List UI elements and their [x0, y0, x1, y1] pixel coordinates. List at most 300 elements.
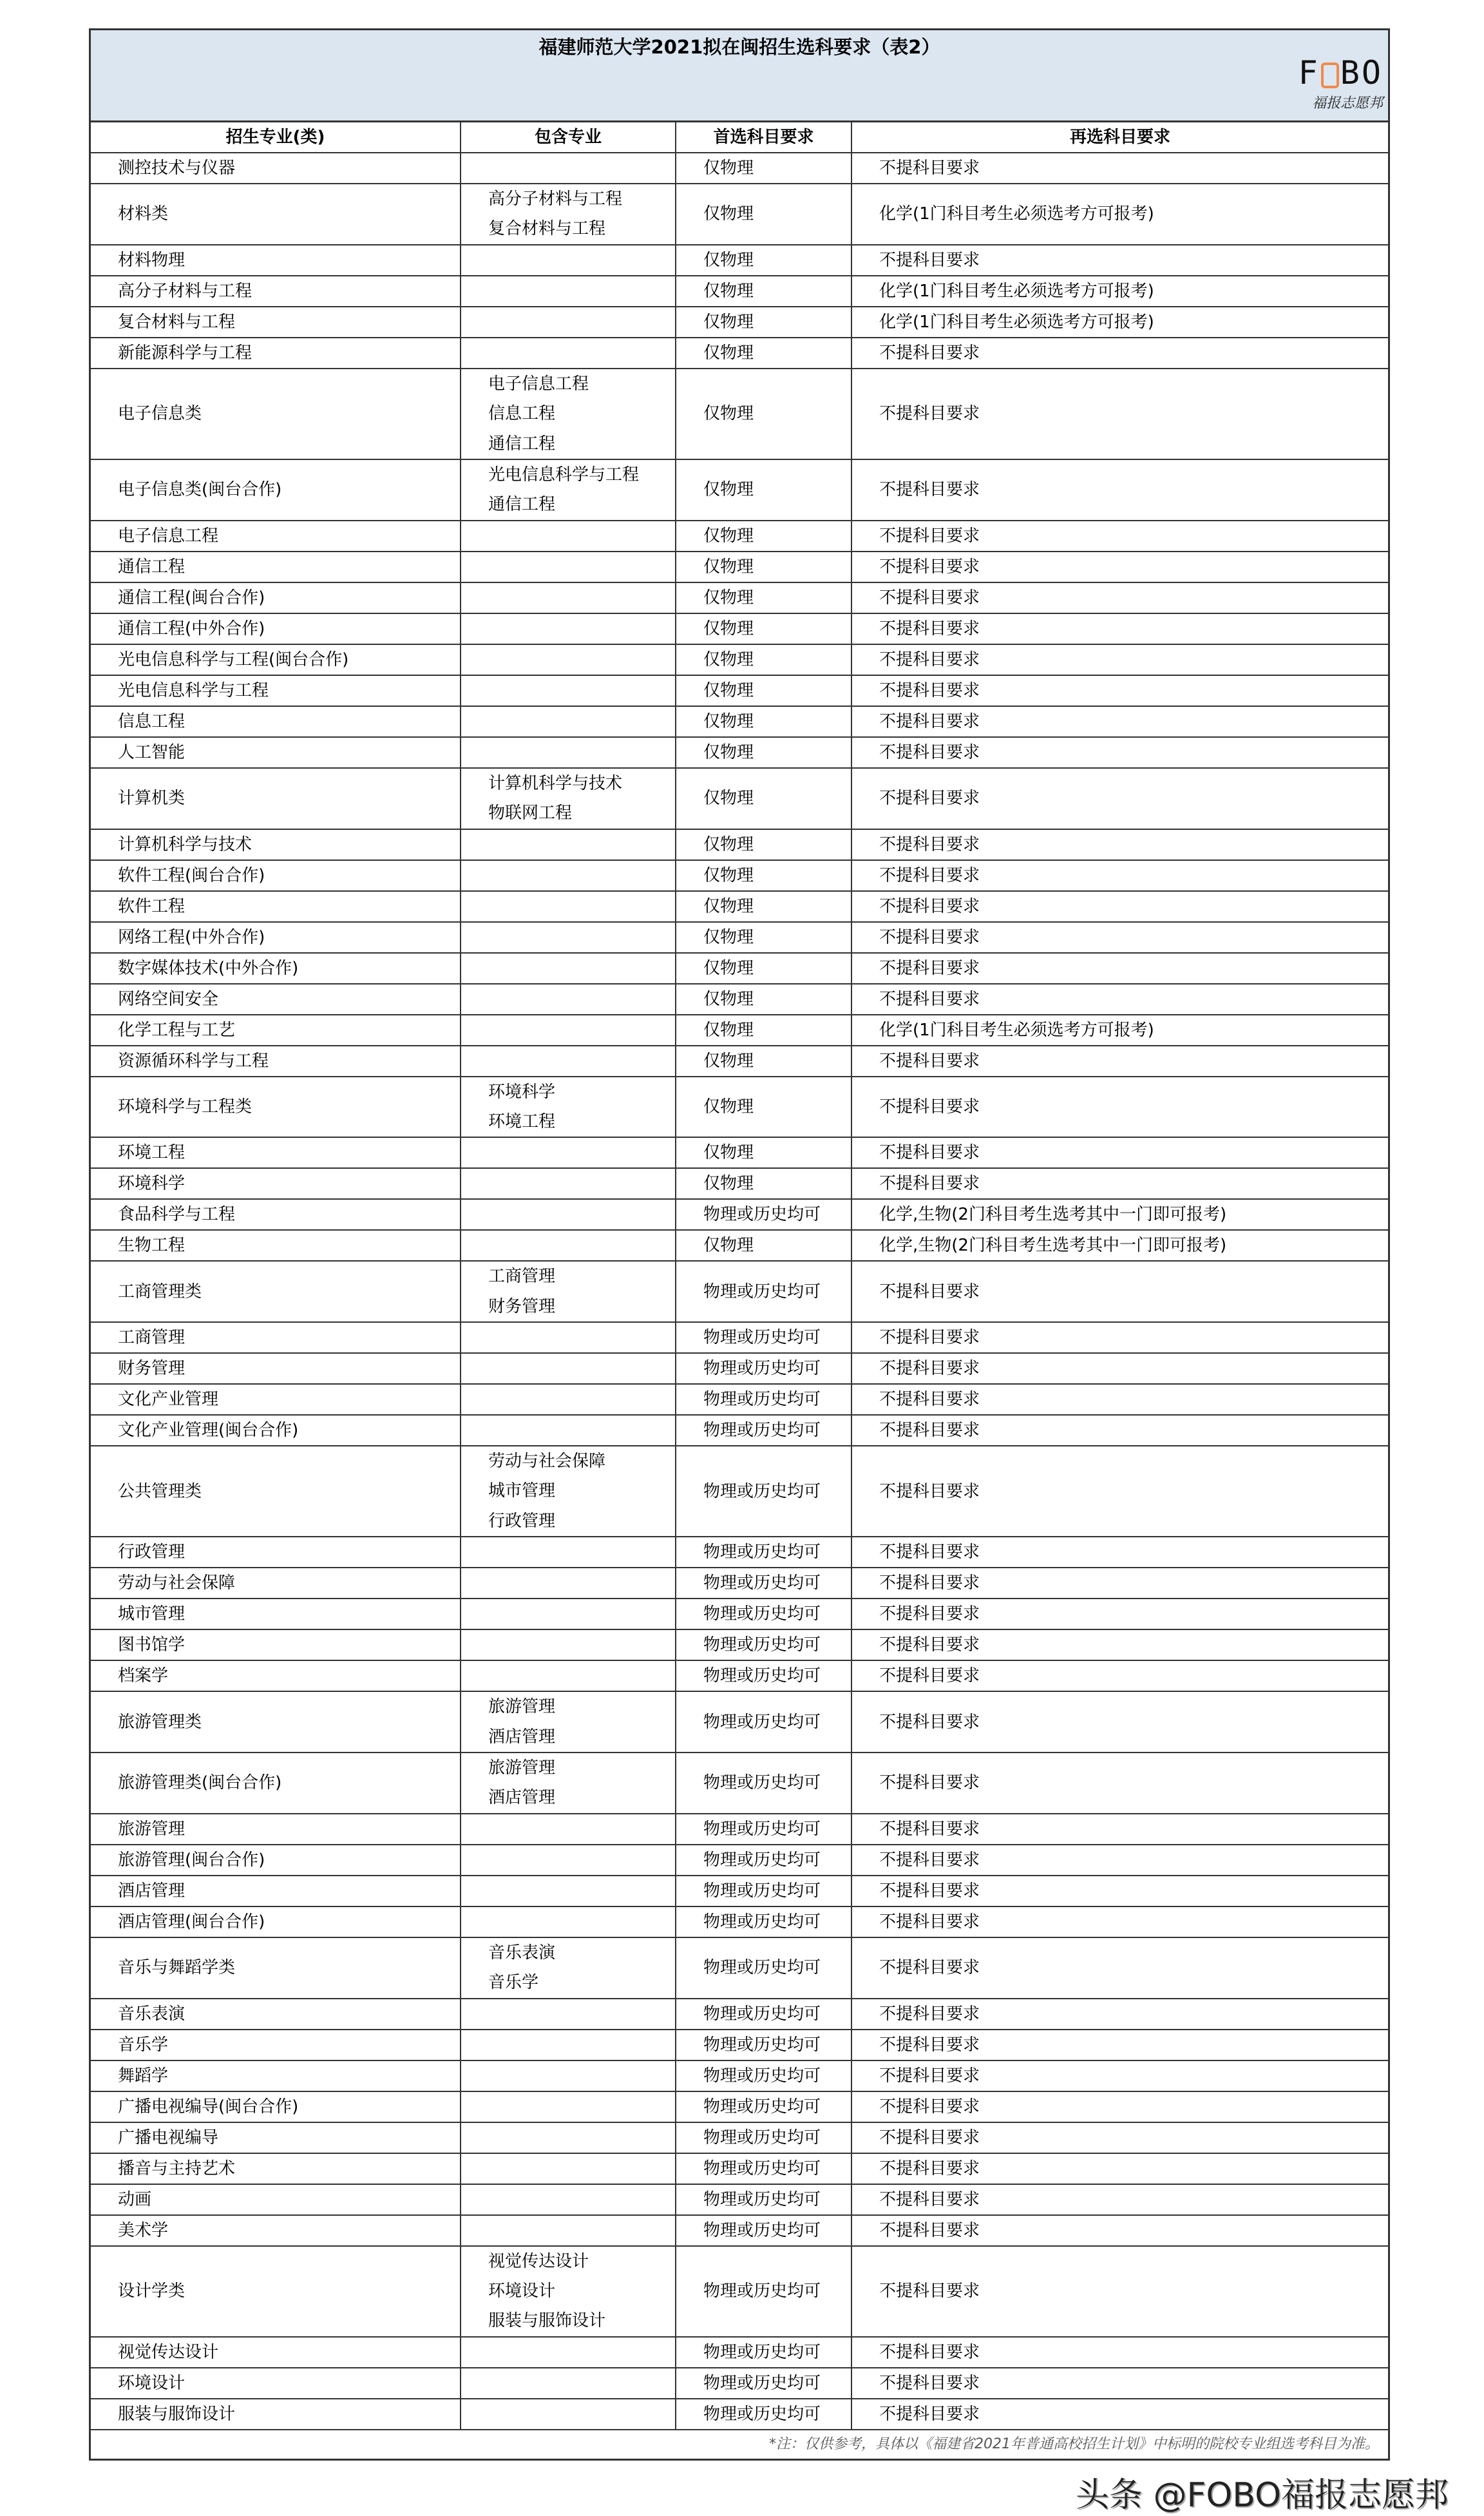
major-cell: 测控技术与仪器	[91, 153, 461, 184]
second-subject-cell: 不提科目要求	[851, 737, 1388, 768]
table-row	[91, 1568, 1388, 1599]
first-subject-cell: 仅物理	[676, 644, 851, 675]
includes-cell	[461, 1568, 676, 1599]
major-cell: 音乐表演	[91, 1999, 461, 2030]
includes-cell	[461, 2030, 676, 2060]
first-subject-cell: 仅物理	[676, 521, 851, 552]
table-row	[91, 984, 1388, 1015]
included-major: 视觉传达设计	[488, 2251, 589, 2271]
first-subject-cell: 仅物理	[676, 1230, 851, 1261]
includes-cell	[461, 1230, 676, 1261]
table-row	[91, 2153, 1388, 2184]
major-cell: 光电信息科学与工程	[91, 675, 461, 706]
requirements-table	[91, 122, 1388, 2459]
includes-cell	[461, 1691, 676, 1753]
first-subject-cell: 物理或历史均可	[676, 1446, 851, 1537]
second-subject-cell: 化学,生物(2门科目考生选考其中一门即可报考)	[851, 1230, 1388, 1261]
major-cell: 材料类	[91, 184, 461, 245]
table-row	[91, 1537, 1388, 1568]
second-subject-cell: 不提科目要求	[851, 1168, 1388, 1199]
second-subject-cell: 不提科目要求	[851, 1137, 1388, 1168]
second-subject-cell: 化学(1门科目考生必须选考方可报考)	[851, 276, 1388, 307]
major-cell: 材料物理	[91, 245, 461, 276]
table-row	[91, 1660, 1388, 1691]
included-major: 光电信息科学与工程	[488, 465, 640, 485]
first-subject-cell: 物理或历史均可	[676, 1845, 851, 1876]
second-subject-cell: 不提科目要求	[851, 582, 1388, 613]
table-row	[91, 922, 1388, 953]
included-major: 物联网工程	[488, 803, 573, 823]
second-subject-cell: 不提科目要求	[851, 1814, 1388, 1845]
includes-cell	[461, 1599, 676, 1629]
second-subject-cell: 不提科目要求	[851, 1537, 1388, 1568]
major-cell: 电子信息类(闽台合作)	[91, 459, 461, 521]
logo-subtitle: 福报志愿邦	[1311, 95, 1383, 111]
first-subject-cell: 仅物理	[676, 369, 851, 459]
first-subject-cell: 物理或历史均可	[676, 1629, 851, 1660]
second-subject-cell: 不提科目要求	[851, 2215, 1388, 2246]
includes-cell	[461, 706, 676, 737]
table-row	[91, 1046, 1388, 1077]
second-subject-cell: 不提科目要求	[851, 2337, 1388, 2368]
major-cell: 酒店管理	[91, 1876, 461, 1906]
major-cell: 旅游管理	[91, 1814, 461, 1845]
header-row	[91, 122, 1388, 153]
second-subject-cell: 不提科目要求	[851, 1937, 1388, 1999]
includes-cell	[461, 276, 676, 307]
includes-cell	[461, 2122, 676, 2153]
table-row	[91, 552, 1388, 582]
includes-cell	[461, 1753, 676, 1814]
includes-cell	[461, 644, 676, 675]
second-subject-cell: 不提科目要求	[851, 153, 1388, 184]
table-row	[91, 245, 1388, 276]
first-subject-cell: 物理或历史均可	[676, 1906, 851, 1937]
first-subject-cell: 仅物理	[676, 768, 851, 829]
first-subject-cell: 物理或历史均可	[676, 1814, 851, 1845]
includes-cell	[461, 1629, 676, 1660]
second-subject-cell: 不提科目要求	[851, 768, 1388, 829]
major-cell: 电子信息工程	[91, 521, 461, 552]
table-row	[91, 891, 1388, 922]
second-subject-cell: 不提科目要求	[851, 521, 1388, 552]
major-cell: 通信工程	[91, 552, 461, 582]
major-cell: 广播电视编导(闽台合作)	[91, 2091, 461, 2122]
first-subject-cell: 仅物理	[676, 153, 851, 184]
table-row	[91, 276, 1388, 307]
major-cell: 数字媒体技术(中外合作)	[91, 953, 461, 984]
table-row	[91, 1168, 1388, 1199]
first-subject-cell: 仅物理	[676, 1137, 851, 1168]
includes-cell	[461, 1537, 676, 1568]
table-row	[91, 1353, 1388, 1384]
first-subject-cell: 物理或历史均可	[676, 1384, 851, 1415]
second-subject-cell: 不提科目要求	[851, 1446, 1388, 1537]
first-subject-cell: 物理或历史均可	[676, 1537, 851, 1568]
includes-cell	[461, 829, 676, 860]
major-cell: 旅游管理(闽台合作)	[91, 1845, 461, 1876]
includes-cell	[461, 1937, 676, 1999]
second-subject-cell: 不提科目要求	[851, 2122, 1388, 2153]
included-major: 旅游管理	[488, 1758, 556, 1778]
first-subject-cell: 仅物理	[676, 829, 851, 860]
table-row	[91, 1446, 1388, 1537]
second-subject-cell: 不提科目要求	[851, 1906, 1388, 1937]
table-row	[91, 459, 1388, 521]
table-row	[91, 675, 1388, 706]
table-row	[91, 521, 1388, 552]
major-cell: 网络空间安全	[91, 984, 461, 1015]
second-subject-cell: 不提科目要求	[851, 2030, 1388, 2060]
second-subject-cell: 不提科目要求	[851, 1753, 1388, 1814]
first-subject-cell: 物理或历史均可	[676, 2091, 851, 2122]
included-major: 劳动与社会保障	[488, 1452, 606, 1472]
table-row	[91, 1137, 1388, 1168]
first-subject-cell: 物理或历史均可	[676, 1322, 851, 1353]
second-subject-cell: 不提科目要求	[851, 2060, 1388, 2091]
major-cell: 文化产业管理	[91, 1384, 461, 1415]
major-cell: 环境设计	[91, 2368, 461, 2399]
second-subject-cell: 不提科目要求	[851, 2153, 1388, 2184]
major-cell: 音乐与舞蹈学类	[91, 1937, 461, 1999]
first-subject-cell: 物理或历史均可	[676, 2399, 851, 2430]
first-subject-cell: 物理或历史均可	[676, 2246, 851, 2337]
first-subject-cell: 物理或历史均可	[676, 1353, 851, 1384]
major-cell: 动画	[91, 2184, 461, 2215]
first-subject-cell: 仅物理	[676, 891, 851, 922]
table-row	[91, 2030, 1388, 2060]
includes-cell	[461, 552, 676, 582]
major-cell: 网络工程(中外合作)	[91, 922, 461, 953]
second-subject-cell: 不提科目要求	[851, 1415, 1388, 1446]
includes-cell	[461, 245, 676, 276]
major-cell: 劳动与社会保障	[91, 1568, 461, 1599]
second-subject-cell: 不提科目要求	[851, 644, 1388, 675]
included-major: 通信工程	[488, 434, 556, 454]
table-row	[91, 1415, 1388, 1446]
first-subject-cell: 物理或历史均可	[676, 2030, 851, 2060]
title-band	[91, 30, 1388, 122]
second-subject-cell: 不提科目要求	[851, 613, 1388, 644]
included-major: 通信工程	[488, 495, 556, 515]
includes-cell	[461, 1384, 676, 1415]
major-cell: 广播电视编导	[91, 2122, 461, 2153]
includes-cell	[461, 1046, 676, 1077]
major-cell: 旅游管理类	[91, 1691, 461, 1753]
major-cell: 设计学类	[91, 2246, 461, 2337]
first-subject-cell: 仅物理	[676, 338, 851, 369]
included-major: 环境工程	[488, 1111, 556, 1131]
major-cell: 视觉传达设计	[91, 2337, 461, 2368]
major-cell: 人工智能	[91, 737, 461, 768]
first-subject-cell: 仅物理	[676, 1046, 851, 1077]
included-major: 复合材料与工程	[488, 219, 606, 239]
second-subject-cell: 不提科目要求	[851, 891, 1388, 922]
includes-cell	[461, 1261, 676, 1322]
second-subject-cell: 不提科目要求	[851, 984, 1388, 1015]
major-cell: 公共管理类	[91, 1446, 461, 1537]
major-cell: 环境工程	[91, 1137, 461, 1168]
major-cell: 工商管理	[91, 1322, 461, 1353]
table-row	[91, 1691, 1388, 1753]
first-subject-cell: 仅物理	[676, 552, 851, 582]
first-subject-cell: 物理或历史均可	[676, 1691, 851, 1753]
table-row	[91, 1937, 1388, 1999]
major-cell: 财务管理	[91, 1353, 461, 1384]
includes-cell	[461, 2184, 676, 2215]
first-subject-cell: 仅物理	[676, 582, 851, 613]
second-subject-cell: 不提科目要求	[851, 552, 1388, 582]
included-major: 行政管理	[488, 1511, 556, 1531]
second-subject-cell: 不提科目要求	[851, 1046, 1388, 1077]
second-subject-cell: 不提科目要求	[851, 922, 1388, 953]
first-subject-cell: 仅物理	[676, 245, 851, 276]
table-row	[91, 737, 1388, 768]
fobo-logo	[1254, 53, 1383, 113]
table-row	[91, 1230, 1388, 1261]
page-title: 福建师范大学2021拟在闽招生选科要求（表2）	[538, 36, 940, 58]
includes-cell	[461, 675, 676, 706]
table-row	[91, 953, 1388, 984]
first-subject-cell: 物理或历史均可	[676, 2368, 851, 2399]
table-row	[91, 1906, 1388, 1937]
major-cell: 酒店管理(闽台合作)	[91, 1906, 461, 1937]
first-subject-cell: 物理或历史均可	[676, 1415, 851, 1446]
included-major: 酒店管理	[488, 1788, 556, 1808]
included-major: 环境科学	[488, 1082, 556, 1102]
major-cell: 旅游管理类(闽台合作)	[91, 1753, 461, 1814]
table-row	[91, 2060, 1388, 2091]
includes-cell	[461, 2368, 676, 2399]
second-subject-cell: 不提科目要求	[851, 1077, 1388, 1138]
major-cell: 音乐学	[91, 2030, 461, 2060]
second-subject-cell: 不提科目要求	[851, 1629, 1388, 1660]
includes-cell	[461, 1077, 676, 1138]
major-cell: 资源循环科学与工程	[91, 1046, 461, 1077]
includes-cell	[461, 922, 676, 953]
includes-cell	[461, 1845, 676, 1876]
table-row	[91, 1322, 1388, 1353]
first-subject-cell: 仅物理	[676, 706, 851, 737]
table-row	[91, 1876, 1388, 1906]
table-row	[91, 768, 1388, 829]
table-row	[91, 2122, 1388, 2153]
first-subject-cell: 仅物理	[676, 459, 851, 521]
table-row	[91, 369, 1388, 459]
major-cell: 食品科学与工程	[91, 1199, 461, 1230]
second-subject-cell: 不提科目要求	[851, 675, 1388, 706]
table-row	[91, 153, 1388, 184]
header-second-subject: 再选科目要求	[851, 122, 1388, 153]
includes-cell	[461, 521, 676, 552]
second-subject-cell: 化学(1门科目考生必须选考方可报考)	[851, 307, 1388, 338]
includes-cell	[461, 2215, 676, 2246]
includes-cell	[461, 984, 676, 1015]
major-cell: 生物工程	[91, 1230, 461, 1261]
first-subject-cell: 物理或历史均可	[676, 1753, 851, 1814]
table-row	[91, 1999, 1388, 2030]
included-major: 电子信息工程	[488, 374, 589, 394]
first-subject-cell: 物理或历史均可	[676, 2060, 851, 2091]
includes-cell	[461, 1199, 676, 1230]
table-row	[91, 1199, 1388, 1230]
table-row	[91, 1384, 1388, 1415]
first-subject-cell: 物理或历史均可	[676, 1568, 851, 1599]
second-subject-cell: 不提科目要求	[851, 1568, 1388, 1599]
table-row	[91, 1814, 1388, 1845]
second-subject-cell: 不提科目要求	[851, 338, 1388, 369]
first-subject-cell: 物理或历史均可	[676, 1660, 851, 1691]
first-subject-cell: 仅物理	[676, 737, 851, 768]
table-row	[91, 2215, 1388, 2246]
includes-cell	[461, 582, 676, 613]
table-row	[91, 1753, 1388, 1814]
second-subject-cell: 化学,生物(2门科目考生选考其中一门即可报考)	[851, 1199, 1388, 1230]
table-row	[91, 1845, 1388, 1876]
table-body	[91, 153, 1388, 2430]
major-cell: 计算机科学与技术	[91, 829, 461, 860]
includes-cell	[461, 369, 676, 459]
includes-cell	[461, 2153, 676, 2184]
second-subject-cell: 不提科目要求	[851, 1261, 1388, 1322]
major-cell: 化学工程与工艺	[91, 1015, 461, 1046]
major-cell: 工商管理类	[91, 1261, 461, 1322]
major-cell: 高分子材料与工程	[91, 276, 461, 307]
major-cell: 光电信息科学与工程(闽台合作)	[91, 644, 461, 675]
includes-cell	[461, 1660, 676, 1691]
second-subject-cell: 不提科目要求	[851, 1322, 1388, 1353]
major-cell: 通信工程(中外合作)	[91, 613, 461, 644]
table-row	[91, 1261, 1388, 1322]
second-subject-cell: 不提科目要求	[851, 953, 1388, 984]
includes-cell	[461, 1999, 676, 2030]
includes-cell	[461, 184, 676, 245]
logo-mark: F BO	[1298, 54, 1383, 91]
second-subject-cell: 不提科目要求	[851, 369, 1388, 459]
second-subject-cell: 不提科目要求	[851, 2184, 1388, 2215]
first-subject-cell: 仅物理	[676, 184, 851, 245]
included-major: 城市管理	[488, 1481, 556, 1501]
major-cell: 软件工程(闽台合作)	[91, 860, 461, 891]
table-row	[91, 829, 1388, 860]
first-subject-cell: 仅物理	[676, 922, 851, 953]
includes-cell	[461, 2060, 676, 2091]
header-includes: 包含专业	[461, 122, 676, 153]
note-row	[91, 2430, 1388, 2459]
includes-cell	[461, 459, 676, 521]
major-cell: 电子信息类	[91, 369, 461, 459]
table-row	[91, 338, 1388, 369]
major-cell: 播音与主持艺术	[91, 2153, 461, 2184]
major-cell: 行政管理	[91, 1537, 461, 1568]
includes-cell	[461, 338, 676, 369]
includes-cell	[461, 613, 676, 644]
second-subject-cell: 不提科目要求	[851, 829, 1388, 860]
major-cell: 美术学	[91, 2215, 461, 2246]
logo-o-icon	[1321, 62, 1339, 88]
includes-cell	[461, 953, 676, 984]
second-subject-cell: 不提科目要求	[851, 1691, 1388, 1753]
table-row	[91, 2399, 1388, 2430]
major-cell: 环境科学与工程类	[91, 1077, 461, 1138]
first-subject-cell: 物理或历史均可	[676, 1199, 851, 1230]
second-subject-cell: 不提科目要求	[851, 2368, 1388, 2399]
includes-cell	[461, 1353, 676, 1384]
includes-cell	[461, 737, 676, 768]
included-major: 工商管理	[488, 1267, 556, 1287]
table-row	[91, 307, 1388, 338]
table-row	[91, 582, 1388, 613]
first-subject-cell: 物理或历史均可	[676, 1999, 851, 2030]
includes-cell	[461, 2399, 676, 2430]
included-major: 环境设计	[488, 2281, 556, 2301]
second-subject-cell: 不提科目要求	[851, 2399, 1388, 2430]
second-subject-cell: 不提科目要求	[851, 2091, 1388, 2122]
table-row	[91, 613, 1388, 644]
first-subject-cell: 物理或历史均可	[676, 2153, 851, 2184]
includes-cell	[461, 1322, 676, 1353]
first-subject-cell: 仅物理	[676, 675, 851, 706]
second-subject-cell: 不提科目要求	[851, 2246, 1388, 2337]
major-cell: 城市管理	[91, 1599, 461, 1629]
includes-cell	[461, 860, 676, 891]
major-cell: 舞蹈学	[91, 2060, 461, 2091]
first-subject-cell: 物理或历史均可	[676, 1876, 851, 1906]
second-subject-cell: 不提科目要求	[851, 1660, 1388, 1691]
table-row	[91, 2246, 1388, 2337]
table-row	[91, 1077, 1388, 1138]
first-subject-cell: 物理或历史均可	[676, 1261, 851, 1322]
includes-cell	[461, 1137, 676, 1168]
table-row	[91, 1629, 1388, 1660]
first-subject-cell: 仅物理	[676, 613, 851, 644]
major-cell: 复合材料与工程	[91, 307, 461, 338]
footnote: *注：仅供参考，具体以《福建省2021年普通高校招生计划》中标明的院校专业组选考科目为准。	[91, 2430, 1388, 2459]
table-row	[91, 1015, 1388, 1046]
included-major: 音乐表演	[488, 1943, 556, 1963]
watermark: 头条 @FOBO福报志愿邦	[1075, 2475, 1449, 2515]
table-row	[91, 860, 1388, 891]
includes-cell	[461, 891, 676, 922]
first-subject-cell: 仅物理	[676, 953, 851, 984]
included-major: 信息工程	[488, 404, 556, 424]
first-subject-cell: 仅物理	[676, 276, 851, 307]
major-cell: 通信工程(闽台合作)	[91, 582, 461, 613]
second-subject-cell: 不提科目要求	[851, 1999, 1388, 2030]
includes-cell	[461, 1015, 676, 1046]
second-subject-cell: 不提科目要求	[851, 1384, 1388, 1415]
first-subject-cell: 物理或历史均可	[676, 2184, 851, 2215]
major-cell: 信息工程	[91, 706, 461, 737]
first-subject-cell: 仅物理	[676, 307, 851, 338]
included-major: 酒店管理	[488, 1727, 556, 1747]
first-subject-cell: 仅物理	[676, 984, 851, 1015]
first-subject-cell: 物理或历史均可	[676, 2337, 851, 2368]
major-cell: 新能源科学与工程	[91, 338, 461, 369]
major-cell: 档案学	[91, 1660, 461, 1691]
includes-cell	[461, 2337, 676, 2368]
includes-cell	[461, 1876, 676, 1906]
second-subject-cell: 不提科目要求	[851, 245, 1388, 276]
included-major: 高分子材料与工程	[488, 189, 623, 209]
second-subject-cell: 不提科目要求	[851, 860, 1388, 891]
includes-cell	[461, 768, 676, 829]
first-subject-cell: 物理或历史均可	[676, 2215, 851, 2246]
included-major: 计算机科学与技术	[488, 773, 623, 793]
included-major: 音乐学	[488, 1973, 539, 1993]
page	[89, 28, 1449, 2516]
requirements-sheet	[89, 28, 1390, 2461]
